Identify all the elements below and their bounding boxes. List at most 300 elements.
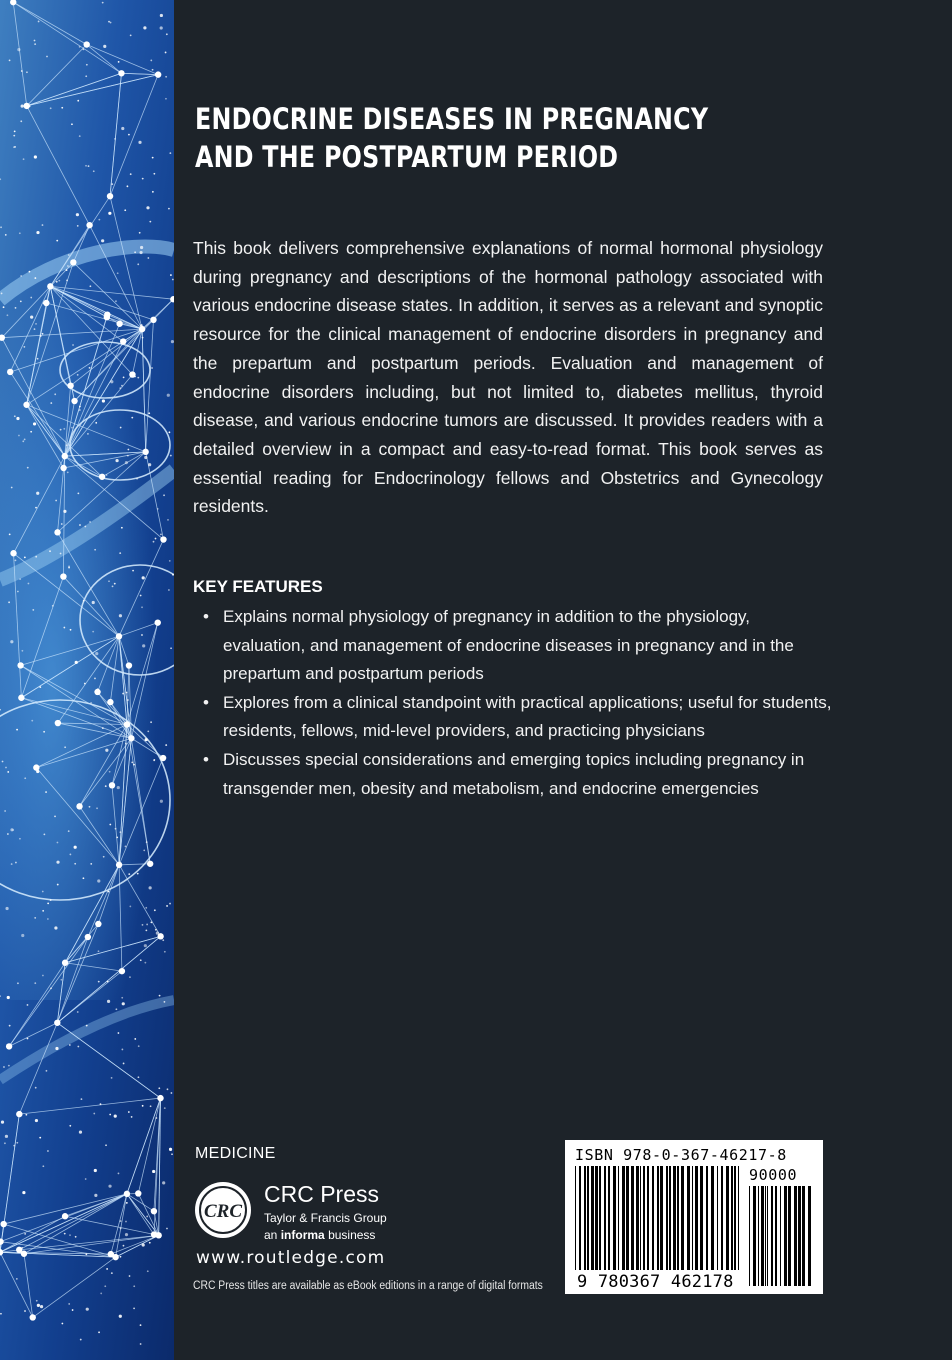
barcode-bar xyxy=(626,1166,629,1270)
barcode-bar xyxy=(802,1186,805,1286)
sparkle-dot xyxy=(79,524,81,526)
sparkle-dot xyxy=(49,550,51,552)
sparkle-dot xyxy=(38,21,40,23)
barcode-bar xyxy=(734,1166,736,1270)
sparkle-dot xyxy=(165,52,167,54)
sparkle-dot xyxy=(144,962,146,964)
sparkle-dot xyxy=(5,234,7,236)
sparkle-dot xyxy=(35,1119,38,1122)
sparkle-dot xyxy=(42,891,44,893)
sparkle-dot xyxy=(16,1142,18,1144)
sparkle-dot xyxy=(171,1153,173,1155)
ean-barcode-bars xyxy=(575,1166,741,1270)
barcode-bar xyxy=(587,1166,589,1270)
barcode-bar xyxy=(579,1166,581,1270)
sparkle-dot xyxy=(36,231,39,234)
sparkle-dot xyxy=(166,33,168,35)
sparkle-dot xyxy=(16,1278,18,1280)
network-node xyxy=(108,1251,114,1257)
sparkle-dot xyxy=(14,130,16,132)
sparkle-dot xyxy=(77,374,79,376)
sparkle-dot xyxy=(120,427,122,429)
network-node xyxy=(85,934,91,940)
sparkle-dot xyxy=(127,449,129,451)
sparkle-dot xyxy=(89,806,91,808)
sparkle-dot xyxy=(4,1142,6,1144)
sparkle-dot xyxy=(89,367,91,369)
sparkle-dot xyxy=(147,257,149,259)
sparkle-dot xyxy=(20,120,22,122)
sparkle-dot xyxy=(64,746,66,748)
sparkle-dot xyxy=(122,693,124,695)
sparkle-dot xyxy=(7,314,9,316)
network-node xyxy=(17,662,23,668)
sparkle-dot xyxy=(144,456,147,459)
sparkle-dot xyxy=(34,917,36,919)
sparkle-dot xyxy=(43,302,45,304)
sparkle-dot xyxy=(29,271,31,273)
sparkle-dot xyxy=(46,1070,48,1072)
sparkle-dot xyxy=(79,406,81,408)
sparkle-dot xyxy=(66,269,68,271)
sparkle-dot xyxy=(134,1038,136,1040)
sparkle-dot xyxy=(19,838,21,840)
sparkle-dot xyxy=(134,251,136,253)
barcode-bar xyxy=(706,1166,708,1270)
bullet-icon: • xyxy=(203,607,209,626)
sparkle-dot xyxy=(157,508,159,510)
barcode-bar xyxy=(784,1186,787,1286)
sparkle-dot xyxy=(63,428,65,430)
feature-text: Explains normal physiology of pregnancy in addition to the physiology, evaluation, and management of endocrine diseases in pregnancy and in the prepartum and postpartum periods xyxy=(223,607,794,684)
barcode-bar xyxy=(749,1186,750,1286)
sparkle-dot xyxy=(68,567,70,569)
sparkle-dot xyxy=(64,1233,66,1235)
sparkle-dot xyxy=(117,272,119,274)
sparkle-dot xyxy=(9,533,11,535)
network-node xyxy=(62,1213,68,1219)
sparkle-dot xyxy=(35,507,37,509)
sparkle-dot xyxy=(172,574,174,576)
sparkle-dot xyxy=(98,219,100,221)
sparkle-dot xyxy=(19,232,21,234)
sparkle-dot xyxy=(71,427,73,429)
network-node xyxy=(83,41,89,47)
sparkle-dot xyxy=(172,279,174,281)
sparkle-dot xyxy=(109,771,111,773)
network-node xyxy=(47,283,53,289)
barcode-bar xyxy=(631,1166,634,1270)
sparkle-dot xyxy=(138,1076,140,1078)
sparkle-dot xyxy=(30,297,32,299)
sparkle-dot xyxy=(25,1114,27,1116)
sparkle-dot xyxy=(83,48,85,50)
barcode-bar xyxy=(584,1166,586,1270)
barcode-bar xyxy=(622,1166,625,1270)
sparkle-dot xyxy=(79,46,81,48)
sparkle-dot xyxy=(160,26,163,29)
ebook-note: CRC Press titles are available as eBook editions in a range of digital formats xyxy=(193,1280,543,1292)
sparkle-dot xyxy=(94,1169,97,1172)
sparkle-dot xyxy=(24,439,26,441)
sparkle-dot xyxy=(165,76,167,78)
sparkle-dot xyxy=(54,393,56,395)
sparkle-dot xyxy=(92,601,95,604)
sparkle-dot xyxy=(37,1304,40,1307)
sparkle-dot xyxy=(66,444,68,446)
sparkle-dot xyxy=(148,412,150,414)
sparkle-dot xyxy=(138,1045,140,1047)
sparkle-dot xyxy=(60,979,62,981)
sparkle-dot xyxy=(75,1236,77,1238)
sparkle-dot xyxy=(134,376,136,378)
publisher-url: www.routledge.com xyxy=(196,1248,386,1268)
network-node xyxy=(6,1043,12,1049)
sparkle-dot xyxy=(169,431,171,433)
sparkle-dot xyxy=(34,328,36,330)
sparkle-dot xyxy=(105,1144,107,1146)
sparkle-dot xyxy=(146,924,148,926)
sparkle-dot xyxy=(5,1135,8,1138)
sparkle-dot xyxy=(169,560,171,562)
sparkle-dot xyxy=(140,959,142,961)
isbn-barcode xyxy=(565,1140,823,1294)
title-line-1: ENDOCRINE DISEASES IN PREGNANCY xyxy=(195,102,709,136)
sparkle-dot xyxy=(111,1272,113,1274)
book-title xyxy=(195,100,769,176)
sparkle-dot xyxy=(72,1309,74,1311)
sparkle-dot xyxy=(90,702,92,704)
sparkle-dot xyxy=(129,976,131,978)
sparkle-dot xyxy=(98,950,100,952)
sparkle-dot xyxy=(114,138,116,140)
sparkle-dot xyxy=(106,1268,108,1270)
sparkle-dot xyxy=(8,1065,10,1067)
sparkle-dot xyxy=(120,1220,122,1222)
barcode-bar xyxy=(700,1166,703,1270)
sparkle-dot xyxy=(160,800,163,803)
publisher-group: Taylor & Francis Group xyxy=(264,1211,387,1225)
sparkle-dot xyxy=(107,891,109,893)
sparkle-dot xyxy=(67,265,69,267)
sparkle-dot xyxy=(92,631,94,633)
sparkle-dot xyxy=(164,1107,166,1109)
sparkle-dot xyxy=(17,982,19,984)
sparkle-dot xyxy=(137,873,139,875)
network-node xyxy=(107,699,113,705)
sparkle-dot xyxy=(52,605,54,607)
barcode-bar xyxy=(618,1166,619,1270)
sparkle-dot xyxy=(0,1313,2,1315)
sparkle-dot xyxy=(146,1216,148,1218)
sparkle-dot xyxy=(34,982,36,984)
sparkle-dot xyxy=(54,815,56,817)
sparkle-dot xyxy=(118,61,120,63)
sparkle-dot xyxy=(31,720,33,722)
barcode-bar xyxy=(765,1186,766,1286)
sparkle-dot xyxy=(7,996,10,999)
sparkle-dot xyxy=(15,559,17,561)
sparkle-dot xyxy=(123,1245,125,1247)
cover-illustration xyxy=(0,0,174,1360)
sparkle-dot xyxy=(114,583,116,585)
feature-item xyxy=(193,689,833,746)
sparkle-dot xyxy=(84,526,86,528)
barcode-bar xyxy=(604,1166,606,1270)
feature-item xyxy=(193,746,833,803)
sparkle-dot xyxy=(131,417,133,419)
barcode-bar xyxy=(599,1166,601,1270)
sparkle-dot xyxy=(105,785,107,787)
sparkle-dot xyxy=(143,849,145,851)
sparkle-dot xyxy=(155,538,157,540)
sparkle-dot xyxy=(86,1025,88,1027)
sparkle-dot xyxy=(170,455,172,457)
sparkle-dot xyxy=(162,1181,165,1184)
svg-text:CRC: CRC xyxy=(203,1201,243,1222)
network-node xyxy=(62,453,68,459)
sparkle-dot xyxy=(4,810,6,812)
sparkle-dot xyxy=(9,1025,11,1027)
network-node xyxy=(116,633,122,639)
sparkle-dot xyxy=(58,1020,60,1022)
sparkle-dot xyxy=(19,578,21,580)
sparkle-dot xyxy=(42,1165,44,1167)
sparkle-dot xyxy=(61,107,63,109)
sparkle-dot xyxy=(143,26,146,29)
sparkle-dot xyxy=(123,376,125,378)
network-node xyxy=(155,619,161,625)
sparkle-dot xyxy=(121,1049,123,1051)
sparkle-dot xyxy=(89,521,91,523)
sparkle-dot xyxy=(63,627,65,629)
sparkle-dot xyxy=(125,461,128,464)
sparkle-dot xyxy=(119,1315,122,1318)
barcode-bar xyxy=(695,1166,698,1270)
sparkle-dot xyxy=(140,595,142,597)
sparkle-dot xyxy=(165,98,167,100)
sparkle-dot xyxy=(14,415,16,417)
network-node xyxy=(119,968,125,974)
network-node xyxy=(160,755,166,761)
sparkle-dot xyxy=(153,541,155,543)
network-node xyxy=(71,398,77,404)
sparkle-dot xyxy=(142,1243,145,1246)
network-node xyxy=(128,735,134,741)
sparkle-dot xyxy=(16,729,18,731)
network-node xyxy=(18,695,24,701)
network-node xyxy=(118,70,124,76)
subject-category: MEDICINE xyxy=(195,1145,276,1162)
barcode-bar xyxy=(775,1186,777,1286)
bullet-icon: • xyxy=(203,692,209,712)
sparkle-dot xyxy=(137,263,139,265)
sparkle-dot xyxy=(33,422,36,425)
network-node xyxy=(30,1314,36,1320)
sparkle-dot xyxy=(85,75,87,77)
sparkle-dot xyxy=(94,1194,97,1197)
barcode-bar xyxy=(666,1166,668,1270)
sparkle-dot xyxy=(131,1116,133,1118)
sparkle-dot xyxy=(120,1228,122,1230)
sparkle-dot xyxy=(154,1210,156,1212)
sparkle-dot xyxy=(96,807,98,809)
sparkle-dot xyxy=(20,300,22,302)
sparkle-dot xyxy=(15,307,17,309)
network-node xyxy=(99,474,105,480)
sparkle-dot xyxy=(139,251,142,254)
sparkle-dot xyxy=(144,944,147,947)
barcode-bar xyxy=(711,1166,714,1270)
sparkle-dot xyxy=(50,987,52,989)
sparkle-dot xyxy=(67,471,69,473)
sparkle-dot xyxy=(61,523,63,525)
sparkle-dot xyxy=(43,731,45,733)
sparkle-dot xyxy=(120,1256,122,1258)
sparkle-dot xyxy=(168,208,170,210)
barcode-bar xyxy=(681,1166,684,1270)
sparkle-dot xyxy=(140,1343,142,1345)
sparkle-dot xyxy=(167,1088,169,1090)
sparkle-dot xyxy=(37,358,39,360)
sparkle-dot xyxy=(22,1191,25,1194)
sparkle-dot xyxy=(97,688,99,690)
sparkle-dot xyxy=(30,316,33,319)
sparkle-dot xyxy=(56,281,58,283)
sparkle-dot xyxy=(171,1092,173,1094)
sparkle-dot xyxy=(142,576,145,579)
network-node xyxy=(33,764,39,770)
barcode-bar xyxy=(692,1166,693,1270)
barcode-bar xyxy=(758,1186,759,1286)
sparkle-dot xyxy=(11,487,13,489)
sparkle-dot xyxy=(121,527,123,529)
sparkle-dot xyxy=(125,1233,128,1236)
network-node xyxy=(151,1208,157,1214)
barcode-bar xyxy=(647,1166,649,1270)
sparkle-dot xyxy=(159,995,161,997)
sparkle-dot xyxy=(171,340,174,343)
network-node xyxy=(76,803,82,809)
sparkle-dot xyxy=(164,1001,166,1003)
sparkle-dot xyxy=(104,1285,106,1287)
sparkle-dot xyxy=(122,1002,125,1005)
sparkle-dot xyxy=(42,333,44,335)
barcode-bar xyxy=(652,1166,654,1270)
sparkle-dot xyxy=(169,1148,171,1150)
sparkle-dot xyxy=(1,293,3,295)
network-node xyxy=(150,317,156,323)
sparkle-dot xyxy=(68,830,70,832)
sparkle-dot xyxy=(94,549,96,551)
sparkle-dot xyxy=(119,614,122,617)
sparkle-dot xyxy=(3,306,5,308)
sparkle-dot xyxy=(34,155,37,158)
sparkle-dot xyxy=(69,1234,71,1236)
sparkle-dot xyxy=(57,842,59,844)
sparkle-dot xyxy=(18,435,20,437)
key-features-heading: KEY FEATURES xyxy=(193,577,323,596)
sparkle-dot xyxy=(125,1221,127,1223)
sparkle-dot xyxy=(74,863,76,865)
sparkle-dot xyxy=(42,975,44,977)
sparkle-dot xyxy=(149,1242,151,1244)
sparkle-dot xyxy=(55,500,57,502)
barcode-bar xyxy=(657,1166,659,1270)
sparkle-dot xyxy=(77,1011,79,1013)
sparkle-dot xyxy=(156,932,159,935)
book-description: This book delivers comprehensive explanations of normal hormonal physiology during pregnancy and descriptions of the hormonal pathology associated with various endocrine disease states. In addition, it serves as a relevant and synoptic resource for the clinical management of endocrine disorders in pregnancy and the prepartum and postpartum periods. Evaluation and management of endocrine disorders including, but not limited to, diabetes mellitus, thyroid disease, and various endocrine tumors are discussed. It provides readers with a detailed overview in a compact and easy-to-read format. This book serves as essential reading for Endocrinology fellows and Obstetrics and Gynecology residents. xyxy=(193,238,823,517)
sparkle-dot xyxy=(98,981,100,983)
barcode-bar xyxy=(660,1166,663,1270)
sparkle-dot xyxy=(153,173,155,175)
sparkle-dot xyxy=(150,1105,152,1107)
sparkle-dot xyxy=(126,692,128,694)
sparkle-dot xyxy=(150,721,152,723)
sparkle-dot xyxy=(130,173,132,175)
sparkle-dot xyxy=(29,105,31,107)
sparkle-dot xyxy=(166,1228,168,1230)
sparkle-dot xyxy=(153,759,155,761)
sparkle-dot xyxy=(100,1293,102,1295)
sparkle-dot xyxy=(152,69,154,71)
sparkle-dot xyxy=(146,841,148,843)
sparkle-dot xyxy=(136,478,138,480)
sparkle-dot xyxy=(74,846,77,849)
network-node xyxy=(126,662,132,668)
sparkle-dot xyxy=(12,829,14,831)
sparkle-dot xyxy=(168,589,170,591)
sparkle-dot xyxy=(24,777,26,779)
sparkle-dot xyxy=(145,907,147,909)
sparkle-dot xyxy=(58,280,60,282)
barcode-bar xyxy=(673,1166,676,1270)
sparkle-dot xyxy=(121,385,123,387)
sparkle-dot xyxy=(150,60,152,62)
sparkle-dot xyxy=(133,764,135,766)
network-node xyxy=(104,311,110,317)
sparkle-dot xyxy=(77,492,79,494)
bullet-icon: • xyxy=(203,749,209,769)
barcode-bar xyxy=(669,1166,671,1270)
sparkle-dot xyxy=(34,277,36,279)
sparkle-dot xyxy=(2,761,4,763)
sparkle-dot xyxy=(77,225,79,227)
sparkle-dot xyxy=(93,1113,95,1115)
sparkle-dot xyxy=(50,107,52,109)
sparkle-dot xyxy=(133,1307,135,1309)
sparkle-dot xyxy=(131,762,133,764)
sparkle-dot xyxy=(56,240,58,242)
sparkle-dot xyxy=(108,1185,111,1188)
feature-text: Discusses special considerations and emerging topics including pregnancy in transgender men, obesity and metabolism, and endocrine emergencies xyxy=(223,749,805,798)
sparkle-dot xyxy=(24,1233,26,1235)
sparkle-dot xyxy=(115,459,118,462)
sparkle-dot xyxy=(87,433,89,435)
sparkle-dot xyxy=(142,644,145,647)
sparkle-dot xyxy=(108,21,110,23)
sparkle-dot xyxy=(80,1339,82,1341)
sparkle-dot xyxy=(107,981,109,983)
sparkle-dot xyxy=(115,828,117,830)
sparkle-dot xyxy=(128,134,130,136)
sparkle-dot xyxy=(152,191,154,193)
sparkle-dot xyxy=(24,556,26,558)
sparkle-dot xyxy=(112,585,114,587)
sparkle-dot xyxy=(7,833,9,835)
sparkle-dot xyxy=(142,337,144,339)
sparkle-dot xyxy=(106,474,108,476)
